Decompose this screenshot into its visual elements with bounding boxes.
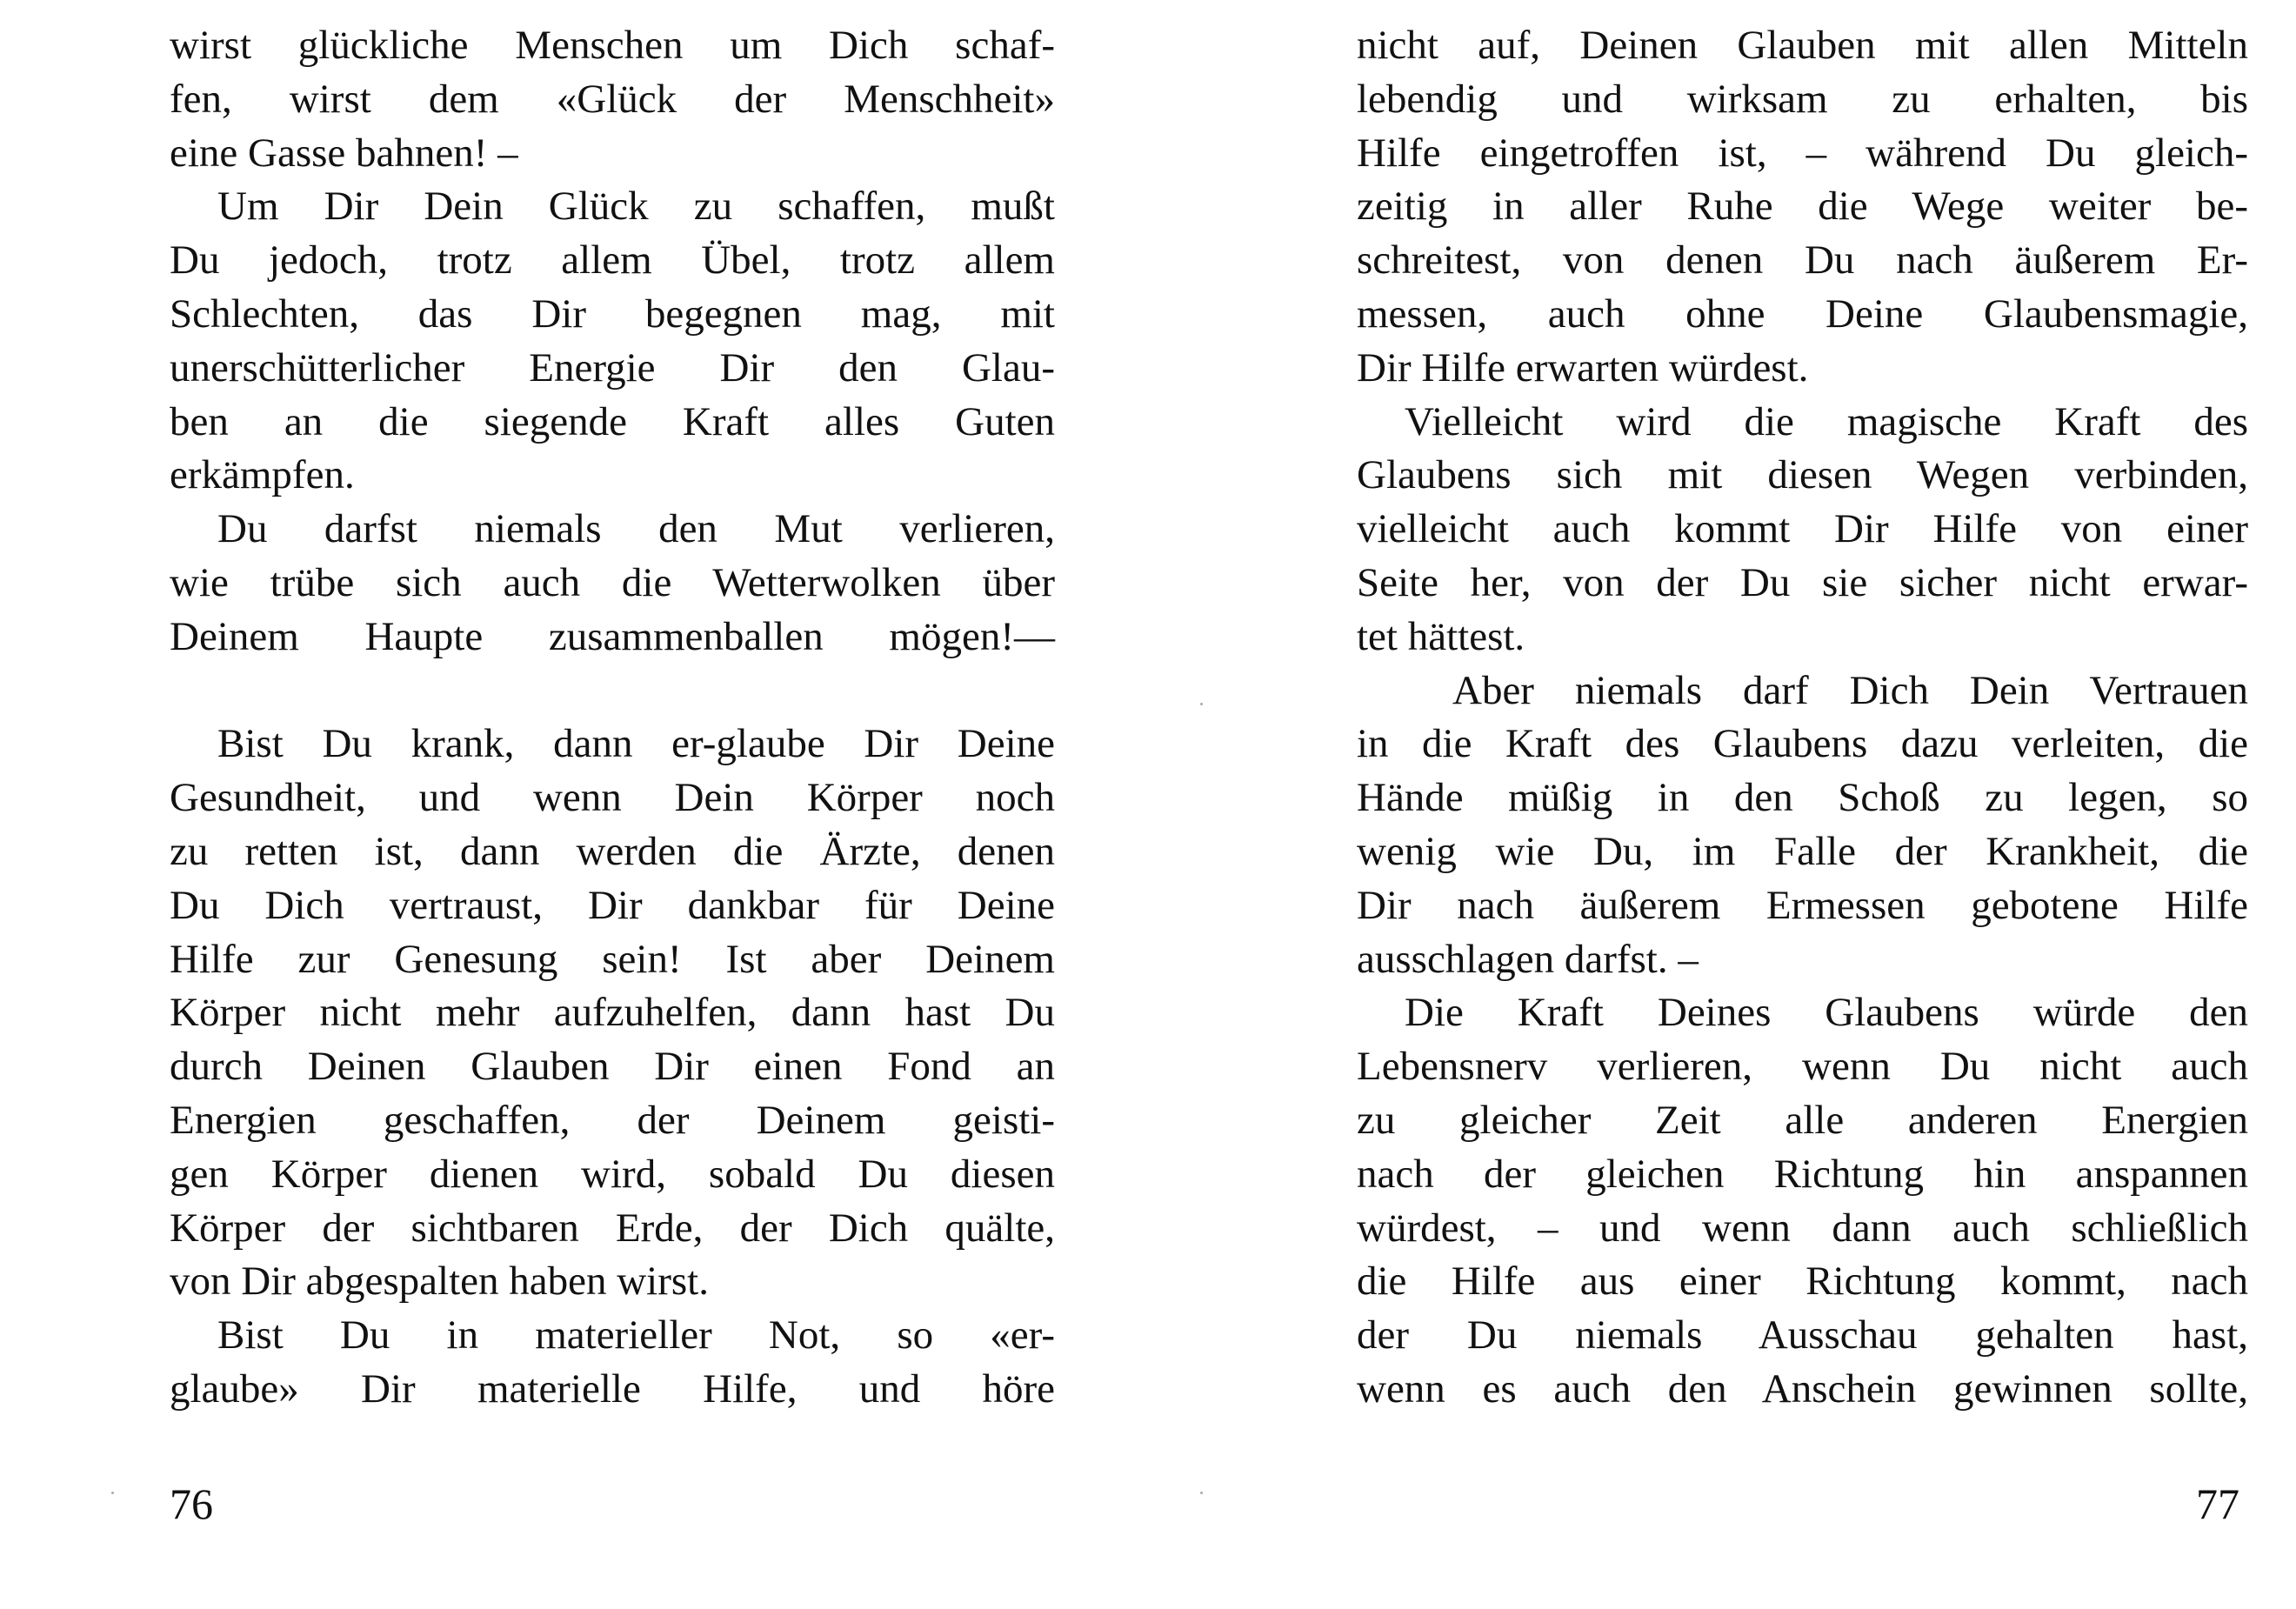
text-line: Vielleicht wird die magische Kraft des (1405, 398, 2248, 444)
text-line: ausschlagen darfst. – (1357, 936, 1699, 982)
scan-speck (1200, 1492, 1203, 1494)
text-line: ben an die siegende Kraft alles Guten (170, 398, 1055, 444)
text-line: Um Dir Dein Glück zu schaffen, mußt (217, 184, 1055, 230)
text-line: Körper nicht mehr aufzuhelfen, dann hast Du (170, 990, 1055, 1036)
text-line: Glaubens sich mit diesen Wegen verbinden, (1357, 452, 2248, 498)
page-number-left: 76 (170, 1479, 213, 1528)
text-line: Seite her, von der Du sie sicher nicht erwar- (1357, 559, 2248, 605)
text-line: messen, auch ohne Deine Glaubensmagie, (1357, 290, 2248, 337)
left-page-body (170, 19, 1055, 1417)
text-line: Du darfst niemals den Mut verlieren, (217, 506, 1055, 552)
text-line: wie trübe sich auch die Wetterwolken über (170, 559, 1055, 605)
scan-speck (111, 1492, 114, 1494)
text-line: zu retten ist, dann werden die Ärzte, denen (170, 828, 1055, 874)
text-line: würdest, – und wenn dann auch schließlich (1357, 1205, 2248, 1251)
text-line: vielleicht auch kommt Dir Hilfe von einer (1357, 506, 2248, 552)
text-line: Du Dich vertraust, Dir dankbar für Deine (170, 882, 1055, 928)
text-line: der Du niemals Ausschau gehalten hast, (1357, 1312, 2248, 1359)
text-line: zu gleicher Zeit alle anderen Energien (1357, 1097, 2248, 1143)
text-line: gen Körper dienen wird, sobald Du diesen (170, 1151, 1055, 1197)
text-line: Die Kraft Deines Glaubens würde den (1405, 990, 2248, 1036)
text-line: nach der gleichen Richtung hin anspannen (1357, 1151, 2248, 1197)
text-line: in die Kraft des Glaubens dazu verleiten, die (1357, 721, 2248, 767)
text-line: wenig wie Du, im Falle der Krankheit, die (1357, 828, 2248, 874)
text-line: fen, wirst dem «Glück der Menschheit» (170, 76, 1055, 122)
text-line: wenn es auch den Anschein gewinnen sollte, (1357, 1365, 2248, 1412)
scan-speck (1200, 703, 1203, 705)
text-line: Bist Du krank, dann er-glaube Dir Deine (217, 721, 1055, 767)
text-line: durch Deinen Glauben Dir einen Fond an (170, 1044, 1055, 1090)
text-line: Gesundheit, und wenn Dein Körper noch (170, 775, 1055, 821)
text-line: tet hättest. (1357, 613, 1525, 659)
text-line: Dir Hilfe erwarten würdest. (1357, 344, 1809, 391)
right-page (1148, 0, 2296, 1609)
paragraph-break (170, 664, 1055, 718)
page-number-right: 77 (2196, 1479, 2239, 1528)
text-line: von Dir abgespalten haben wirst. (170, 1258, 709, 1305)
text-line: Aber niemals darf Dich Dein Vertrauen (1452, 667, 2248, 713)
text-line: glaube» Dir materielle Hilfe, und höre (170, 1365, 1055, 1412)
text-line: unerschütterlicher Energie Dir den Glau- (170, 344, 1055, 391)
text-line: Hände müßig in den Schoß zu legen, so (1357, 775, 2248, 821)
text-line: nicht auf, Deinen Glauben mit allen Mitteln (1357, 23, 2248, 68)
text-line: Bist Du in materieller Not, so «er- (217, 1312, 1055, 1359)
text-line: schreitest, von denen Du nach äußerem Er- (1357, 237, 2248, 284)
text-line: zeitig in aller Ruhe die Wege weiter be- (1357, 184, 2248, 230)
text-line: lebendig und wirksam zu erhalten, bis (1357, 76, 2248, 122)
text-line: wirst glückliche Menschen um Dich schaf- (170, 23, 1055, 68)
text-line: Energien geschaffen, der Deinem geisti- (170, 1097, 1055, 1143)
text-line: die Hilfe aus einer Richtung kommt, nach (1357, 1258, 2248, 1305)
text-line: Hilfe zur Genesung sein! Ist aber Deinem (170, 936, 1055, 982)
text-line: Dir nach äußerem Ermessen gebotene Hilfe (1357, 882, 2248, 928)
text-line: Lebensnerv verlieren, wenn Du nicht auch (1357, 1044, 2248, 1090)
text-line: Körper der sichtbaren Erde, der Dich quälte, (170, 1205, 1055, 1251)
text-line: Hilfe eingetroffen ist, – während Du gleich- (1357, 130, 2248, 176)
text-line: erkämpfen. (170, 452, 355, 498)
text-line: Schlechten, das Dir begegnen mag, mit (170, 290, 1055, 337)
text-line: Du jedoch, trotz allem Übel, trotz allem (170, 237, 1055, 284)
text-line: Deinem Haupte zusammenballen mögen!–– (170, 613, 1055, 659)
text-line: eine Gasse bahnen! – (170, 130, 518, 176)
right-page-body (1357, 19, 2248, 1417)
